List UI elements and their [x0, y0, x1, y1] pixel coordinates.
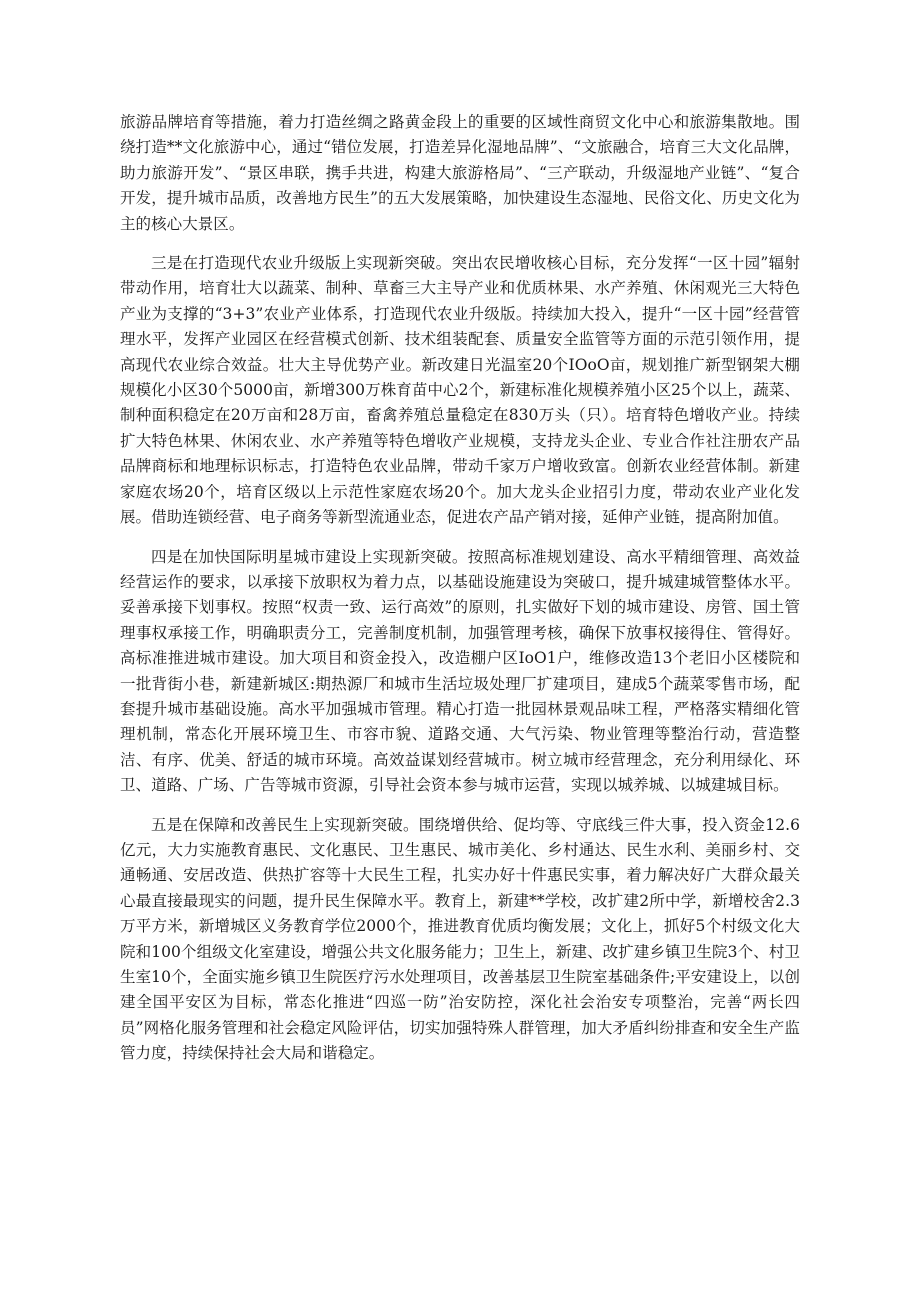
document-body: [120, 110, 800, 1081]
paragraph-modern-agriculture: 三是在打造现代农业升级版上实现新突破。突出农民增收核心目标，充分发挥“一区十园”辐射带动作用，培育壮大以蔬菜、制种、草畜三大主导产业和优质林果、水产养殖、休闲观光三大特色产业为支撑的“3+3”农业产业体系，打造现代农业升级版。持续加大投入，提升“一区十园”经营管理水平，发挥产业园区在经营模式创新、技术组装配套、质量安全监管等方面的示范引领作用，提高现代农业综合效益。壮大主导优势产业。新改建日光温室20个IOoO亩，规划推广新型钢架大棚规模化小区30个5000亩，新增300万株育苗中心2个，新建标准化规模养殖小区25个以上，蔬菜、制种面积稳定在20万亩和28万亩，畜禽养殖总量稳定在830万头（只）。培育特色增收产业。持续扩大特色林果、休闲农业、水产养殖等特色增收产业规模，支持龙头企业、专业合作社注册农产品品牌商标和地理标识标志，打造特色农业品牌，带动千家万户增收致富。创新农业经营体制。新建家庭农场20个，培育区级以上示范性家庭农场20个。加大龙头企业招引力度，带动农业产业化发展。借助连锁经营、电子商务等新型流通业态，促进农产品产销对接，延伸产业链，提高附加值。: [120, 254, 800, 527]
paragraph-livelihood: 五是在保障和改善民生上实现新突破。围绕增供给、促均等、守底线三件大事，投入资金12.6亿元，大力实施教育惠民、文化惠民、卫生惠民、城市美化、乡村通达、民生水利、美丽乡村、交通畅通、安居改造、供热扩容等十大民生工程，扎实办好十件惠民实事，着力解决好广大群众最关心最直接最现实的问题，提升民生保障水平。教育上，新建**学校，改扩建2所中学，新增校舍2.3万平方米，新增城区义务教育学位2000个，推进教育优质均衡发展；文化上，抓好5个村级文化大院和100个组级文化室建设，增强公共文化服务能力；卫生上，新建、改扩建乡镇卫生院3个、村卫生室10个，全面实施乡镇卫生院医疗污水处理项目，改善基层卫生院室基础条件;平安建设上，以创建全国平安区为目标，常态化推进“四巡一防”治安防控，深化社会治安专项整治，完善“两长四员”网格化服务管理和社会稳定风险评估，切实加强特殊人群管理，加大矛盾纠纷排查和安全生产监管力度，持续保持社会大局和谐稳定。: [120, 815, 800, 1063]
paragraph-city-construction: 四是在加快国际明星城市建设上实现新突破。按照高标准规划建设、高水平精细管理、高效益经营运作的要求，以承接下放职权为着力点，以基础设施建设为突破口，提升城建城管整体水平。妥善承接下划事权。按照“权责一致、运行高效”的原则，扎实做好下划的城市建设、房管、国土管理事权承接工作，明确职责分工，完善制度机制，加强管理考核，确保下放事权接得住、管得好。高标准推进城市建设。加大项目和资金投入，改造棚户区IoO1户，维修改造13个老旧小区楼院和一批背街小巷，新建新城区:期热源厂和城市生活垃圾处理厂扩建项目，建成5个蔬菜零售市场，配套提升城市基础设施。高水平加强城市管理。精心打造一批园林景观品味工程，严格落实精细化管理机制，常态化开展环境卫生、市容市貌、道路交通、大气污染、物业管理等整治行动，营造整洁、有序、优美、舒适的城市环境。高效益谋划经营城市。树立城市经营理念，充分利用绿化、环卫、道路、广场、广告等城市资源，引导社会资本参与城市运营，实现以城养城、以城建城目标。: [120, 547, 800, 795]
paragraph-tourism-continuation: 旅游品牌培育等措施，着力打造丝绸之路黄金段上的重要的区域性商贸文化中心和旅游集散地。围绕打造**文化旅游中心，通过“错位发展，打造差异化湿地品牌”、“文旅融合，培育三大文化品牌，助力旅游开发”、“景区串联，携手共进，构建大旅游格局”、“三产联动，升级湿地产业链”、“复合开发，提升城市品质，改善地方民生”的五大发展策略，加快建设生态湿地、民俗文化、历史文化为主的核心大景区。: [120, 113, 800, 233]
